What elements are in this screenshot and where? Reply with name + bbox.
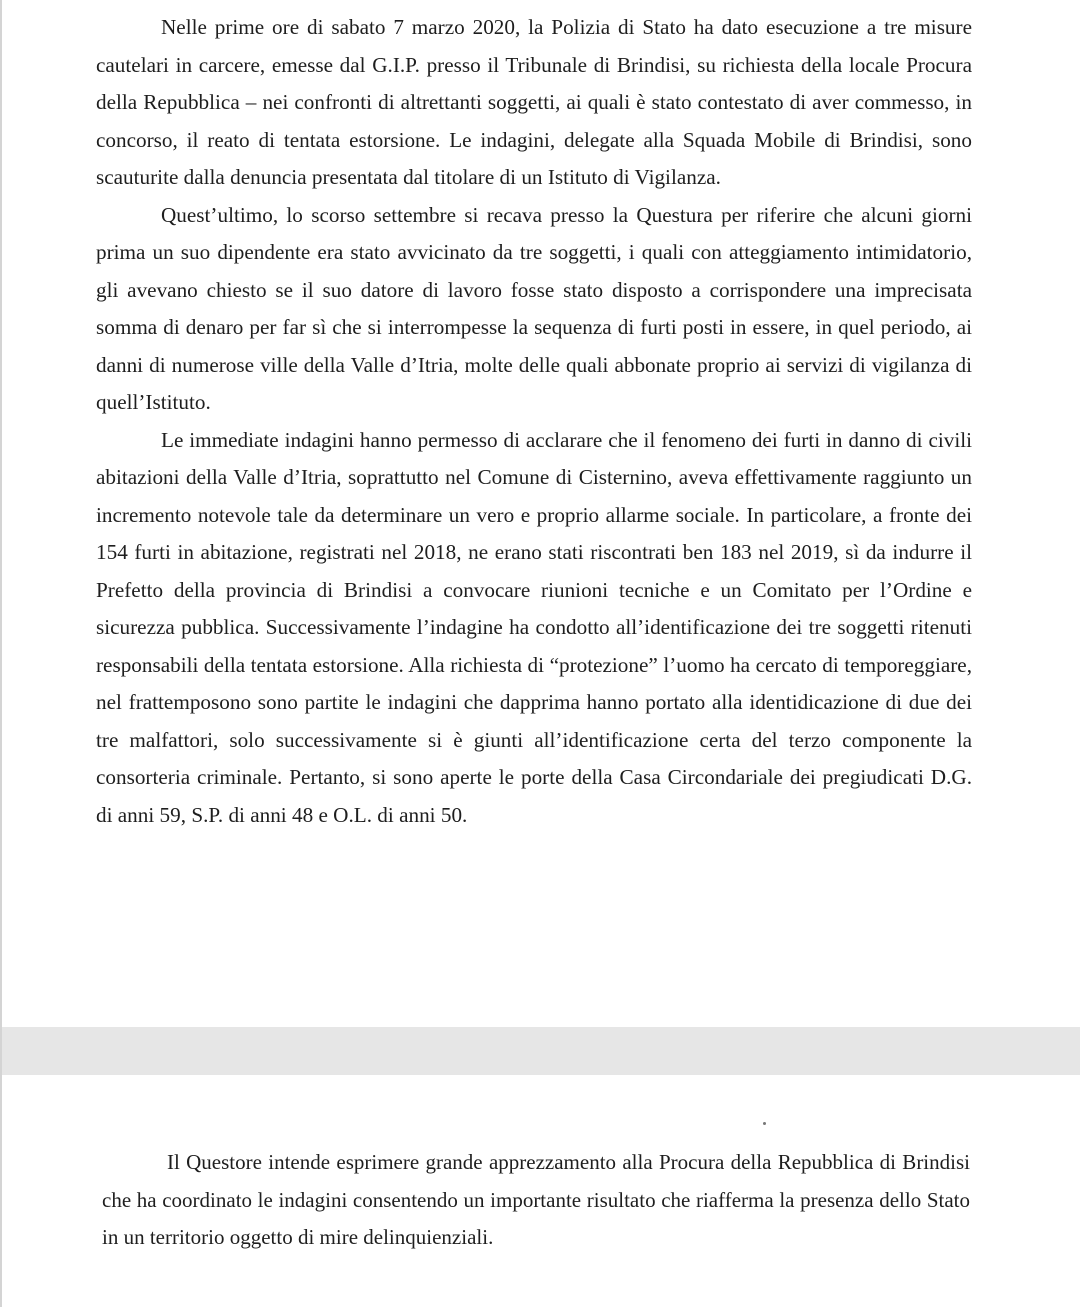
paragraph-questore-statement: Il Questore intende esprimere grande apprezzamento alla Procura della Repubblica di Brindisi che ha coordinato le indagini consentendo un importante risultato che riafferma la presenza dello Stato in un territorio oggetto di mire delinquienziali. bbox=[102, 1150, 970, 1249]
paragraph-investigation-results: Le immediate indagini hanno permesso di acclarare che il fenomeno dei furti in danno di civili abitazioni della Valle d’Itria, soprattutto nel Comune di Cisternino, aveva effettivamente raggiunto un incremento notevole tale da determinare un vero e proprio allarme sociale. In particolare, a fronte dei 154 furti in abitazione, registrati nel 2018, ne erano stati riscontrati ben 183 nel 2019, sì da indurre il Prefetto della provincia di Brindisi a convocare riunioni tecniche e un Comitato per l’Ordine e sicurezza pubblica. Successivamente l’indagine ha condotto all’identificazione dei tre soggetti ritenuti responsabili della tentata estorsione. Alla richiesta di “protezione” l’uomo ha cercato di temporeggiare, nel frattemposono sono partite le indagini che dapprima hanno portato alla identidicazione di due dei tre malfattori, solo successivamente si è giunti all’identificazione certa del terzo componente la consorteria criminale. Pertanto, si sono aperte le porte della Casa Circondariale dei pregiudicati D.G. di anni 59, S.P. di anni 48 e O.L. di anni 50. bbox=[96, 427, 972, 827]
closing-text bbox=[102, 1144, 970, 1257]
paragraph-arrest-announcement: Nelle prime ore di sabato 7 marzo 2020, la Polizia di Stato ha dato esecuzione a tre misure cautelari in carcere, emesse dal G.I.P. presso il Tribunale di Brindisi, su richiesta della locale Procura della Repubblica – nei confronti di altrettanti soggetti, ai quali è stato contestato di aver commesso, in concorso, il reato di tentata estorsione. Le indagini, delegate alla Squada Mobile di Brindisi, sono scauturite dalla denuncia presentata dal titolare di un Istituto di Vigilanza. bbox=[96, 15, 972, 189]
page-separator bbox=[0, 1027, 1080, 1075]
scan-left-edge bbox=[0, 0, 2, 1307]
scan-speck bbox=[763, 1122, 766, 1125]
body-text bbox=[96, 9, 972, 834]
paragraph-complaint-details: Quest’ultimo, lo scorso settembre si recava presso la Questura per riferire che alcuni giorni prima un suo dipendente era stato avvicinato da tre soggetti, i quali con atteggiamento intimidatorio, gli avevano chiesto se il suo datore di lavoro fosse stato disposto a corrispondere una imprecisata somma di denaro per far sì che si interrompesse la sequenza di furti posti in essere, in quel periodo, ai danni di numerose ville della Valle d’Itria, molte delle quali abbonate proprio ai servizi di vigilanza di quell’Istituto. bbox=[96, 202, 972, 414]
